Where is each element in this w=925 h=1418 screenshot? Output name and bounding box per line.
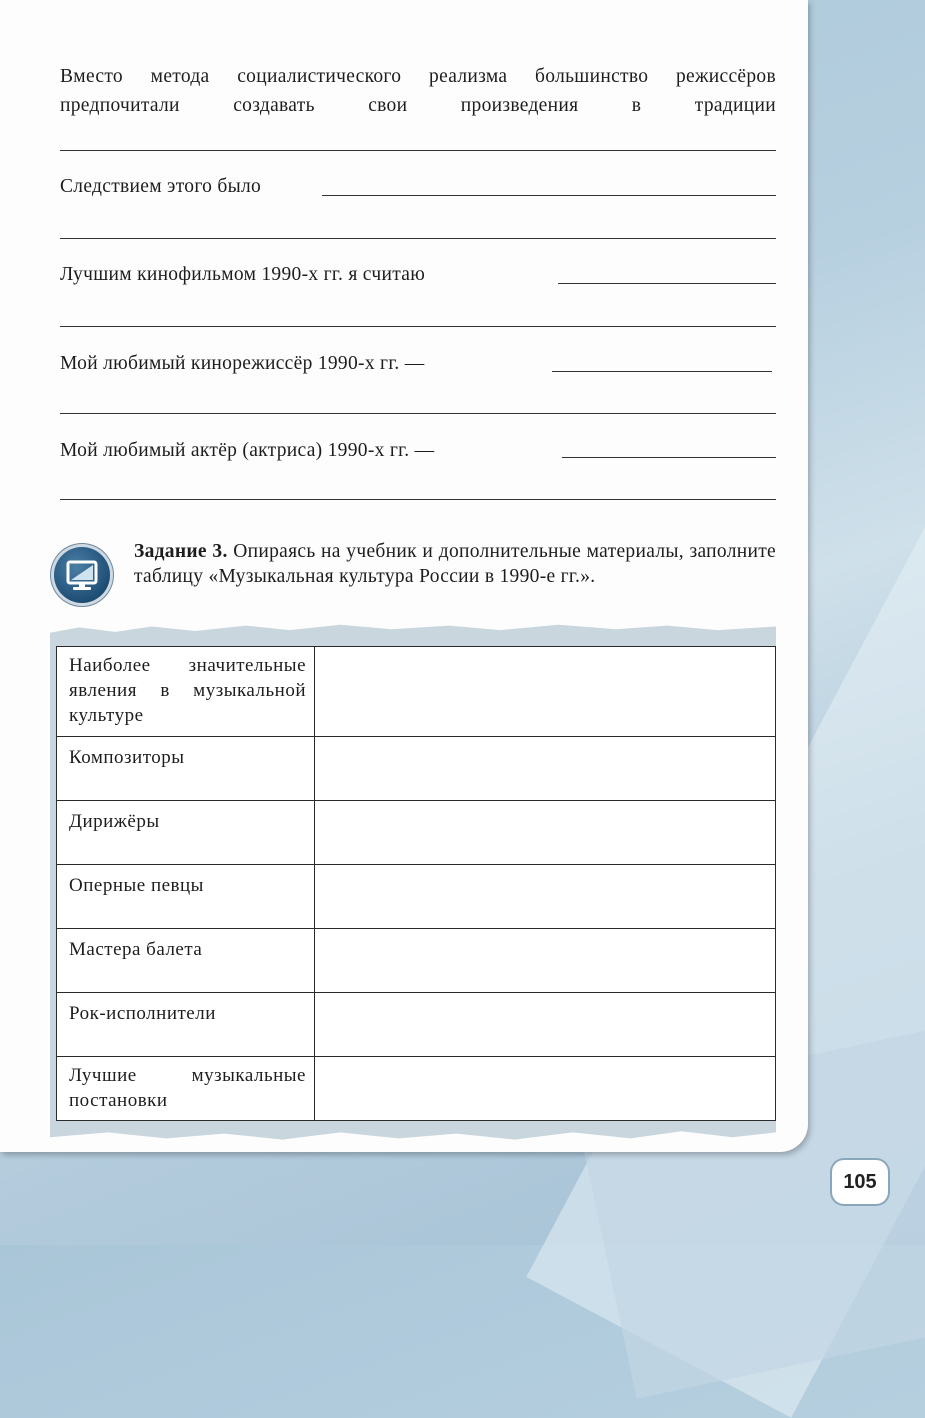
answer-cell[interactable] — [315, 929, 776, 993]
monitor-icon — [54, 547, 110, 603]
prompt-consequence: Следствием этого было — [60, 176, 262, 197]
answer-line[interactable] — [558, 283, 776, 284]
table-row — [57, 737, 776, 801]
task-text: Опираясь на учебник и дополнительные материалы, заполните таблицу «Музыкальная культура России в 1990-е гг.». — [134, 541, 776, 587]
music-culture-table — [56, 646, 776, 1121]
table-row — [57, 647, 776, 737]
table-row — [57, 865, 776, 929]
table-row — [57, 929, 776, 993]
answer-cell[interactable] — [315, 1057, 776, 1121]
row-label: Наиболее значительные явления в музыкальной культуре — [57, 647, 315, 737]
task-instruction — [134, 539, 776, 589]
answer-line[interactable] — [60, 326, 776, 327]
answer-cell[interactable] — [315, 801, 776, 865]
answer-line[interactable] — [60, 499, 776, 500]
prompt-best-film: Лучшим кинофильмом 1990-х гг. я считаю — [60, 264, 426, 285]
answer-cell[interactable] — [315, 993, 776, 1057]
prompt-favorite-director: Мой любимый кинорежиссёр 1990-х гг. — — [60, 353, 425, 374]
row-label: Композиторы — [57, 737, 315, 801]
page-number: 105 — [832, 1160, 888, 1204]
answer-line[interactable] — [552, 371, 772, 372]
table-row — [57, 1057, 776, 1121]
answer-line[interactable] — [562, 457, 776, 458]
row-label: Рок-исполнители — [57, 993, 315, 1057]
answer-cell[interactable] — [315, 865, 776, 929]
row-label: Мастера балета — [57, 929, 315, 993]
answer-line[interactable] — [60, 150, 776, 151]
row-label: Дирижёры — [57, 801, 315, 865]
answer-line[interactable] — [322, 195, 776, 196]
task-label: Задание 3. — [134, 541, 228, 562]
answer-cell[interactable] — [315, 647, 776, 737]
answer-line[interactable] — [60, 413, 776, 414]
intro-paragraph: Вместо метода социалистического реализма большинство режиссёров предпочитали создавать свои произведения в традиции — [60, 66, 776, 116]
torn-paper-edge — [50, 1118, 776, 1142]
answer-line[interactable] — [60, 238, 776, 239]
row-label: Оперные певцы — [57, 865, 315, 929]
table-row — [57, 993, 776, 1057]
answer-cell[interactable] — [315, 737, 776, 801]
prompt-favorite-actor: Мой любимый актёр (актриса) 1990-х гг. — — [60, 440, 435, 461]
table-row — [57, 801, 776, 865]
row-label: Лучшие музыкальные постановки — [57, 1057, 315, 1121]
